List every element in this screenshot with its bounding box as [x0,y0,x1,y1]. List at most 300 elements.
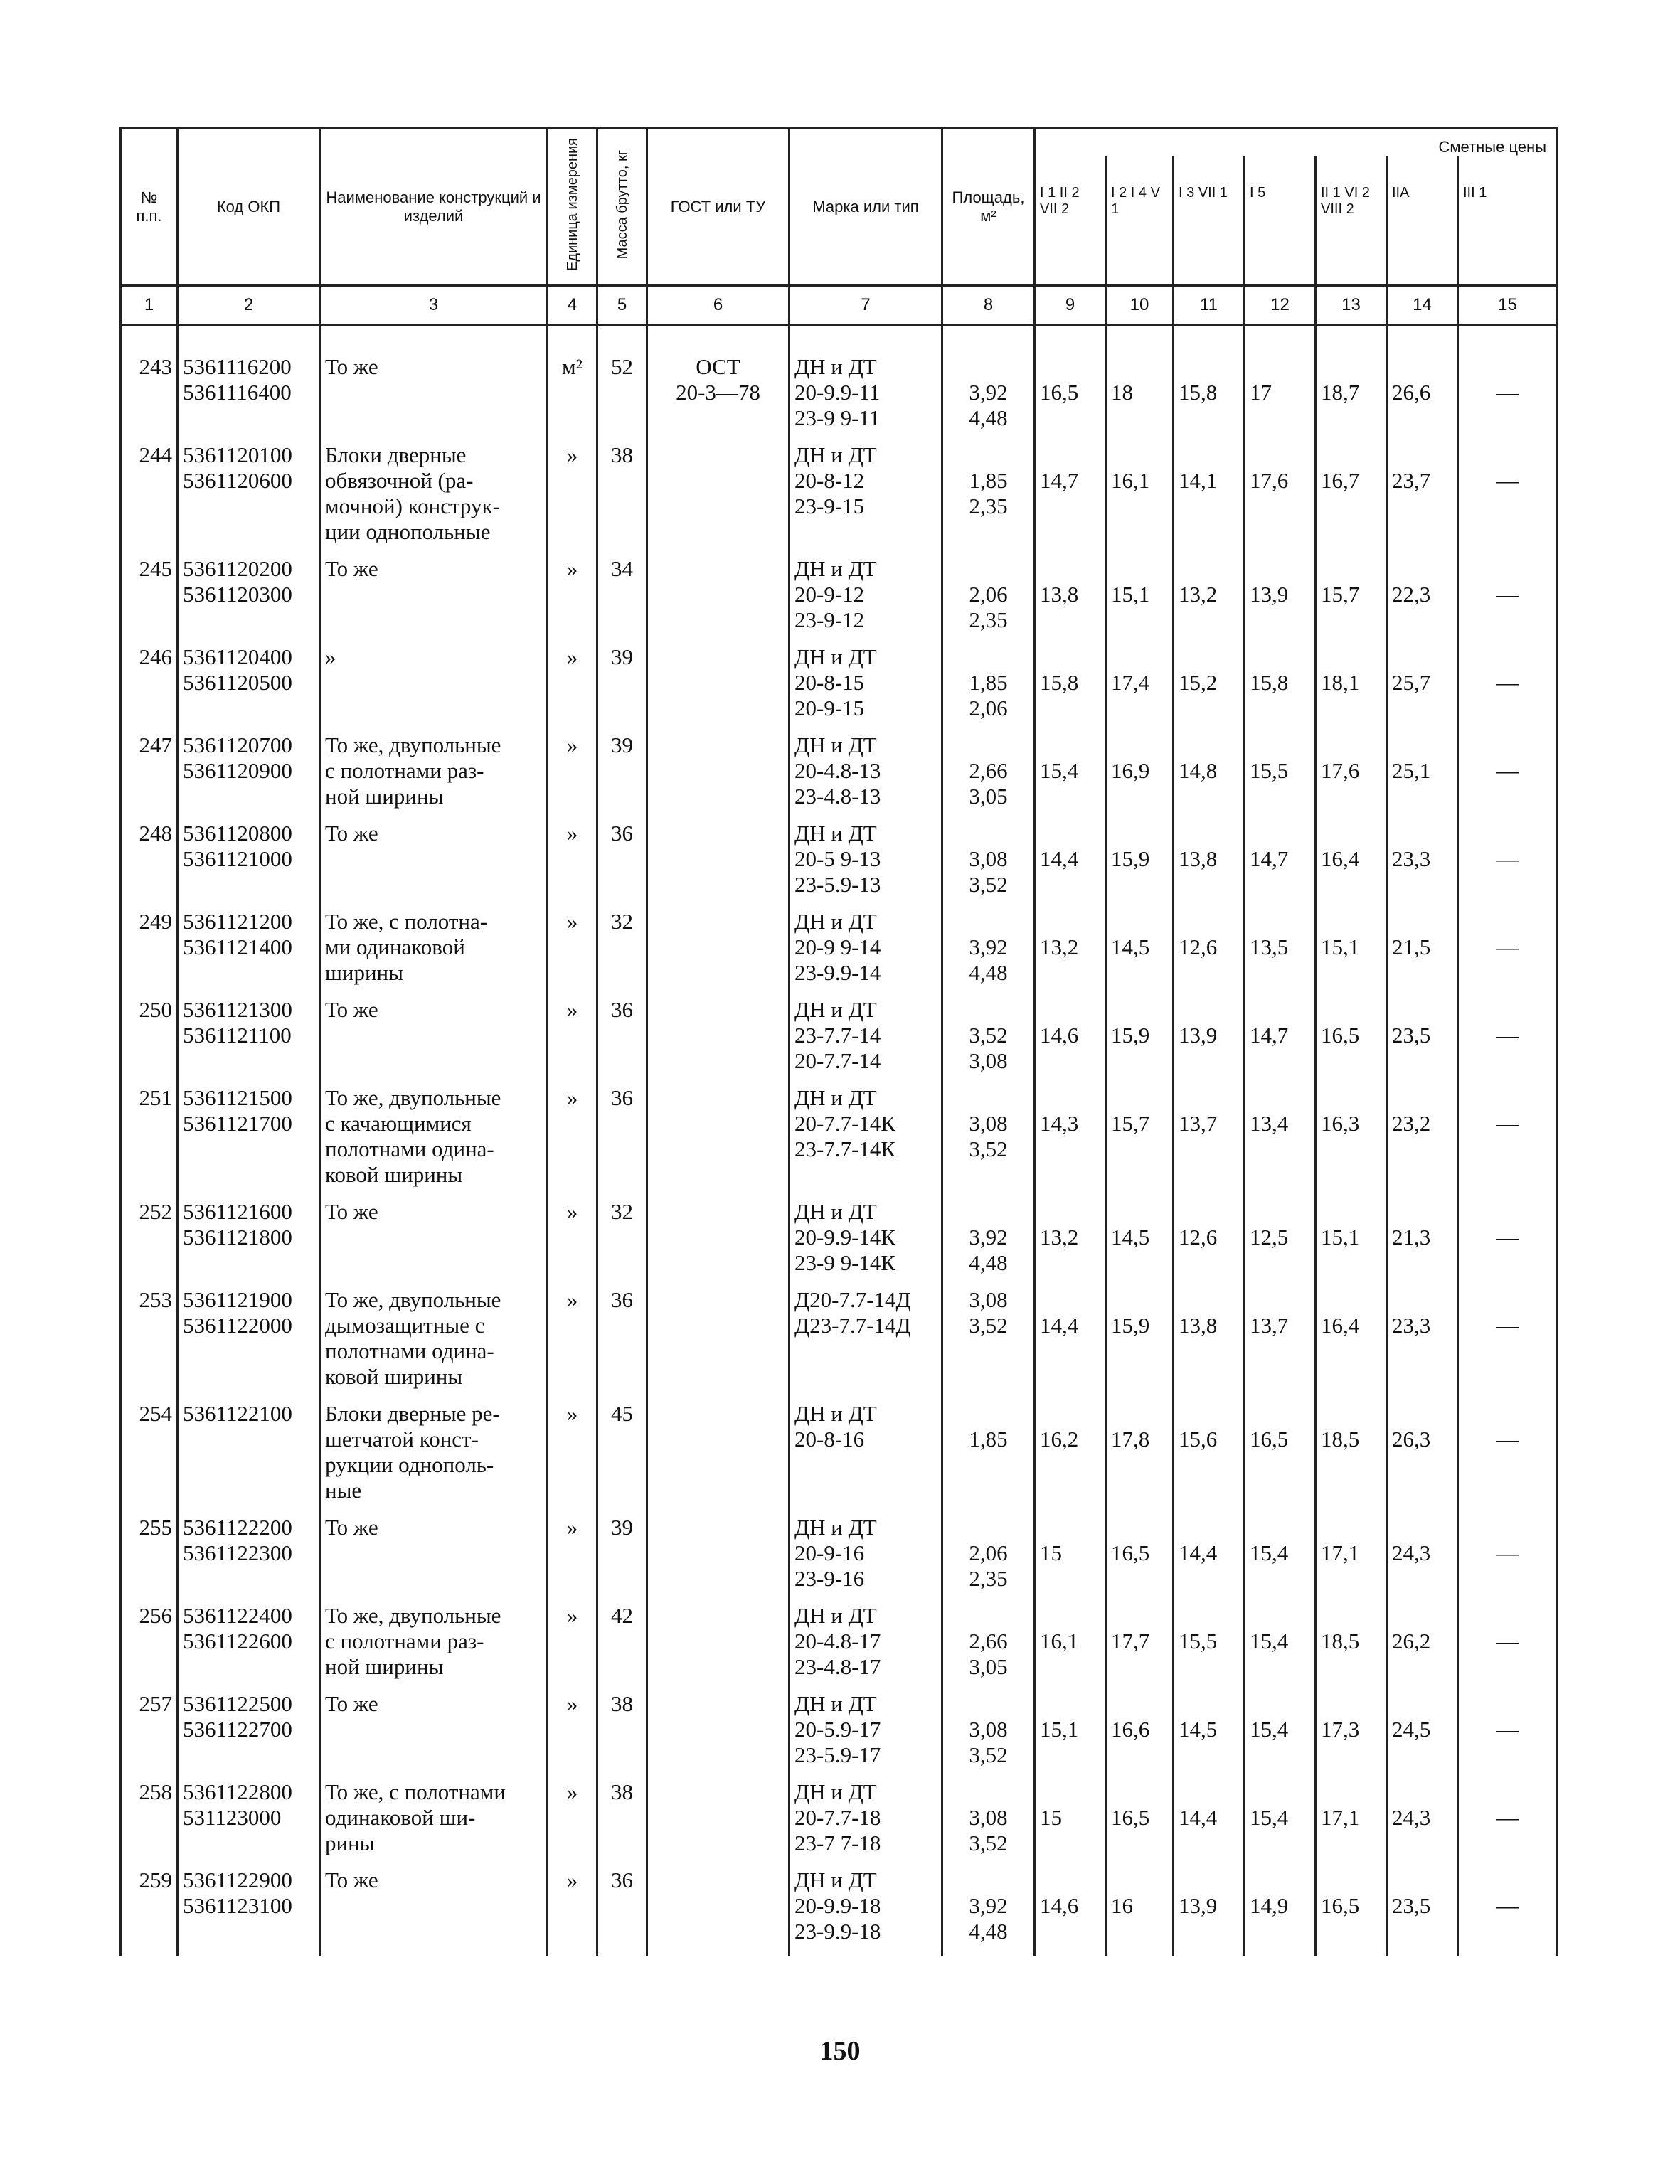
okp-code-cell [178,1085,320,1199]
okp-code-cell [178,909,320,997]
price-cell-14 [1387,354,1458,442]
mark-line: ДН и ДТ [794,556,877,581]
mark-line: ДН и ДТ [794,909,877,934]
price-value: 13,4 [1250,1111,1289,1136]
area-cell [942,1691,1035,1779]
row-number: 258 [139,1779,172,1804]
price-value: — [1496,1313,1519,1338]
price-cell-14 [1387,1779,1458,1868]
area-value: 3,52 [969,1742,1008,1767]
item-name-cell [320,442,548,556]
area-value: 2,35 [969,1566,1008,1591]
price-value: 13,2 [1040,934,1079,959]
price-cell-9 [1035,997,1106,1085]
table-row [121,1287,1558,1401]
price-value: 13,9 [1179,1023,1218,1048]
price-cell-13 [1316,733,1387,821]
price-value: 18,5 [1321,1629,1360,1653]
price-cell-14 [1387,1515,1458,1603]
header-name: Наименование конструкций и изделий [320,128,548,286]
price-cell-11 [1174,1199,1245,1287]
item-name-cell [320,1691,548,1779]
row-number-cell [121,1287,178,1401]
price-cell-13 [1316,1868,1387,1956]
okp-code: 5361121700 [183,1111,292,1136]
mass-cell [597,1691,647,1779]
mark-cell [790,354,942,442]
mark-cell [790,733,942,821]
price-cell-13 [1316,442,1387,556]
price-cell-14 [1387,644,1458,733]
row-number: 256 [139,1603,172,1628]
price-value: 14,8 [1179,758,1218,783]
okp-code: 5361121900 [183,1287,292,1312]
item-name-cell [320,821,548,909]
okp-code-cell [178,1691,320,1779]
unit-cell [548,1401,597,1515]
price-value: 26,6 [1392,380,1431,405]
mass-cell [597,1515,647,1603]
price-cell-13 [1316,1085,1387,1199]
okp-code-cell [178,1779,320,1868]
column-number: 11 [1174,286,1245,325]
mass-cell [597,1868,647,1956]
item-name-line: То же, двупольные [325,1085,501,1110]
unit: » [566,1691,578,1716]
row-number-cell [121,997,178,1085]
mark-line: ДН и ДТ [794,1085,877,1110]
okp-code: 5361122700 [183,1717,292,1742]
unit: м² [562,354,583,379]
item-name-cell [320,909,548,997]
gost-cell [647,821,790,909]
price-value: 17 [1250,380,1272,405]
header-code: Код ОКП [178,128,320,286]
item-name-line: То же, двупольные [325,1603,501,1628]
item-name-cell [320,1401,548,1515]
unit-cell [548,1515,597,1603]
price-value: 13,7 [1179,1111,1218,1136]
area-value: 3,52 [969,1023,1008,1048]
price-value: 17,6 [1321,758,1360,783]
mark-cell [790,556,942,644]
price-cell-11 [1174,997,1245,1085]
mark-line: ДН и ДТ [794,644,877,669]
price-cell-10 [1106,821,1174,909]
row-number-cell [121,1199,178,1287]
area-cell [942,821,1035,909]
price-value: 15 [1040,1805,1062,1830]
price-cell-9 [1035,1868,1106,1956]
price-cell-15 [1458,1868,1558,1956]
unit: » [566,821,578,846]
price-value: 12,6 [1179,934,1218,959]
price-cell-14 [1387,733,1458,821]
price-cell-15 [1458,1515,1558,1603]
mass: 39 [611,1515,633,1540]
item-name-cell [320,1085,548,1199]
mass: 39 [611,733,633,757]
price-cell-15 [1458,733,1558,821]
price-cell-9 [1035,733,1106,821]
price-value: — [1496,1023,1519,1048]
item-name-line: с полотнами раз- [325,758,484,783]
price-cell-12 [1245,1515,1316,1603]
price-value: 24,3 [1392,1805,1431,1830]
price-cell-14 [1387,909,1458,997]
item-name-cell [320,644,548,733]
mass: 42 [611,1603,633,1628]
area-cell [942,556,1035,644]
price-cell-13 [1316,1603,1387,1691]
area-value: 1,85 [969,670,1008,695]
row-number: 259 [139,1868,172,1892]
item-name-line: ной ширины [325,1654,444,1679]
mark-line: ДН и ДТ [794,821,877,846]
item-name-line: То же, с полотнами [325,1779,506,1804]
mark-cell [790,644,942,733]
price-cell-15 [1458,997,1558,1085]
area-value: 2,06 [969,696,1008,720]
price-value: 25,7 [1392,670,1431,695]
price-cell-13 [1316,1779,1387,1868]
mark-cell [790,821,942,909]
item-name-cell [320,1515,548,1603]
table-row [121,644,1558,733]
item-name-line: Блоки дверные [325,442,467,467]
mass-cell [597,997,647,1085]
mass: 34 [611,556,633,581]
area-value: 2,06 [969,1540,1008,1565]
gost-cell [647,556,790,644]
item-name-cell [320,1779,548,1868]
gost-cell [647,1603,790,1691]
price-value: 15,4 [1250,1717,1289,1742]
price-cell-11 [1174,1085,1245,1199]
price-cell-9 [1035,442,1106,556]
mark-cell [790,1515,942,1603]
item-name-cell [320,1199,548,1287]
price-cell-13 [1316,354,1387,442]
mark-line: 23-4.8-13 [794,784,881,809]
mark-line: 20-5.9-17 [794,1717,881,1742]
mark-cell [790,442,942,556]
item-name-line: То же, с полотна- [325,909,488,934]
price-cell-12 [1245,1779,1316,1868]
price-cell-11 [1174,354,1245,442]
table-row [121,1199,1558,1287]
price-cell-14 [1387,1401,1458,1515]
price-value: 14,7 [1040,468,1079,493]
price-value: 16,4 [1321,1313,1360,1338]
price-cell-12 [1245,1868,1316,1956]
unit: » [566,1085,578,1110]
row-number: 253 [139,1287,172,1312]
price-cell-12 [1245,997,1316,1085]
price-value: 16,5 [1250,1427,1289,1451]
price-cell-15 [1458,354,1558,442]
unit-cell [548,1287,597,1401]
price-value: 15,4 [1250,1805,1289,1830]
item-name-line: шетчатой конст- [325,1427,479,1451]
unit-cell [548,442,597,556]
price-value: 13,2 [1040,1225,1079,1250]
mark-cell [790,1868,942,1956]
price-value: 16,4 [1321,846,1360,871]
header-gost: ГОСТ или ТУ [647,128,790,286]
column-number: 12 [1245,286,1316,325]
unit: » [566,556,578,581]
area-value: 2,66 [969,1629,1008,1653]
item-name-line: с полотнами раз- [325,1629,484,1653]
row-number: 243 [139,354,172,379]
item-name-cell [320,733,548,821]
mass-cell [597,1199,647,1287]
price-value: 26,3 [1392,1427,1431,1451]
row-number: 255 [139,1515,172,1540]
price-cell-14 [1387,556,1458,644]
mass: 36 [611,1085,633,1110]
okp-code-cell [178,1199,320,1287]
gost-cell [647,442,790,556]
price-cell-11 [1174,1691,1245,1779]
area-cell [942,1401,1035,1515]
header-price-10: I 2 I 4 V 1 [1106,156,1174,286]
mark-line: 23-7 7-18 [794,1831,881,1855]
area-value: 4,48 [969,1250,1008,1275]
price-cell-11 [1174,733,1245,821]
mark-line: 20-9-16 [794,1540,865,1565]
mark-line: 20-7.7-14К [794,1111,896,1136]
price-value: 13,8 [1179,846,1218,871]
price-cell-11 [1174,1401,1245,1515]
mass-cell [597,1779,647,1868]
okp-code-cell [178,354,320,442]
mark-line: 23-9-15 [794,494,865,518]
area-value: 4,48 [969,1919,1008,1944]
mark-line: 23-9 9-14К [794,1250,896,1275]
price-value: 25,1 [1392,758,1431,783]
price-value: 12,6 [1179,1225,1218,1250]
price-value: — [1496,1111,1519,1136]
area-value: 3,08 [969,846,1008,871]
mark-line: ДН и ДТ [794,1199,877,1224]
item-name-cell [320,1603,548,1691]
price-table [119,127,1558,1956]
area-value: 3,92 [969,1893,1008,1918]
mark-line: 23-9-16 [794,1566,865,1591]
area-value: 3,08 [969,1287,1008,1312]
item-name-line: ковой ширины [325,1162,463,1187]
price-value: 13,9 [1179,1893,1218,1918]
area-value: 2,66 [969,758,1008,783]
gost-cell [647,1287,790,1401]
price-cell-11 [1174,1287,1245,1401]
gost-cell [647,354,790,442]
price-value: 22,3 [1392,582,1431,607]
gost-cell [647,644,790,733]
area-cell [942,1287,1035,1401]
item-name-line: полотнами одина- [325,1136,494,1161]
okp-code: 5361122500 [183,1691,292,1716]
price-cell-12 [1245,733,1316,821]
column-number: 9 [1035,286,1106,325]
mass: 52 [611,354,633,379]
item-name-line: дымозащитные с [325,1313,485,1338]
okp-code: 5361122900 [183,1868,292,1892]
price-cell-10 [1106,1868,1174,1956]
area-cell [942,909,1035,997]
row-number-cell [121,354,178,442]
area-cell [942,1868,1035,1956]
price-value: 26,2 [1392,1629,1431,1653]
item-name-line: ширины [325,960,403,985]
price-cell-12 [1245,1199,1316,1287]
price-value: — [1496,1805,1519,1830]
mark-line: 20-8-16 [794,1427,865,1451]
price-value: 14,7 [1250,846,1289,871]
gost-cell [647,1085,790,1199]
price-cell-15 [1458,1691,1558,1779]
area-value: 2,35 [969,607,1008,632]
area-cell [942,1515,1035,1603]
price-cell-11 [1174,442,1245,556]
price-value: 15,9 [1111,846,1150,871]
price-value: — [1496,1629,1519,1653]
price-cell-13 [1316,821,1387,909]
price-value: 15,8 [1040,670,1079,695]
price-cell-13 [1316,1515,1387,1603]
price-cell-15 [1458,1199,1558,1287]
price-value: 23,7 [1392,468,1431,493]
price-cell-9 [1035,1401,1106,1515]
price-cell-10 [1106,1779,1174,1868]
price-value: 17,4 [1111,670,1150,695]
price-value: 16,3 [1321,1111,1360,1136]
okp-code: 5361116200 [183,354,292,379]
price-cell-12 [1245,1085,1316,1199]
unit: » [566,1287,578,1312]
header-price-11: I 3 VII 1 [1174,156,1245,286]
area-value: 3,05 [969,1654,1008,1679]
okp-code-cell [178,1287,320,1401]
mass: 36 [611,997,633,1022]
area-value: 2,35 [969,494,1008,518]
page-number: 150 [819,2036,861,2066]
row-number-cell [121,556,178,644]
unit-cell [548,354,597,442]
gost-cell [647,1779,790,1868]
row-number-cell [121,909,178,997]
unit-cell [548,1691,597,1779]
table-row [121,1085,1558,1199]
price-value: 15,1 [1040,1717,1079,1742]
item-name-line: То же [325,1691,378,1716]
price-cell-14 [1387,1085,1458,1199]
price-value: 15,2 [1179,670,1218,695]
area-value: 3,52 [969,1831,1008,1855]
price-cell-12 [1245,1603,1316,1691]
price-value: 23,5 [1392,1023,1431,1048]
row-number: 252 [139,1199,172,1224]
mark-line: 23-4.8-17 [794,1654,881,1679]
row-number: 251 [139,1085,172,1110]
price-cell-15 [1458,556,1558,644]
okp-code: 5361121400 [183,934,292,959]
row-number: 248 [139,821,172,846]
mass-cell [597,1287,647,1401]
okp-code-cell [178,1401,320,1515]
area-cell [942,1603,1035,1691]
price-value: 14,6 [1040,1023,1079,1048]
item-name-line: » [325,644,336,669]
row-number-cell [121,1085,178,1199]
row-number: 254 [139,1401,172,1426]
gost-cell [647,733,790,821]
price-value: 17,3 [1321,1717,1360,1742]
price-cell-11 [1174,1868,1245,1956]
okp-code: 5361120500 [183,670,292,695]
price-cell-14 [1387,1868,1458,1956]
item-name-line: То же [325,556,378,581]
unit-cell [548,997,597,1085]
table-row [121,1401,1558,1515]
price-value: 17,1 [1321,1540,1360,1565]
price-value: 16,6 [1111,1717,1150,1742]
price-cell-9 [1035,1603,1106,1691]
price-value: — [1496,670,1519,695]
price-value: 14,3 [1040,1111,1079,1136]
row-number-cell [121,644,178,733]
table-row [121,442,1558,556]
unit-cell [548,1868,597,1956]
mark-line: 23-5.9-17 [794,1742,881,1767]
unit-cell [548,1199,597,1287]
mark-line: ДН и ДТ [794,1603,877,1628]
row-number-cell [121,442,178,556]
area-value: 3,92 [969,1225,1008,1250]
mark-line: 23-7.7-14 [794,1023,881,1048]
price-cell-15 [1458,644,1558,733]
mark-line: 20-8-12 [794,468,865,493]
item-name-line: То же, двупольные [325,733,501,757]
price-value: 21,5 [1392,934,1431,959]
unit: » [566,1515,578,1540]
price-cell-9 [1035,1691,1106,1779]
price-value: 14,4 [1179,1805,1218,1830]
row-number: 250 [139,997,172,1022]
okp-code: 5361121000 [183,846,292,871]
area-value: 3,05 [969,784,1008,809]
gost-cell [647,1515,790,1603]
price-value: 15,4 [1250,1629,1289,1653]
table-row [121,1868,1558,1956]
mark-line: 23-9.9-14 [794,960,881,985]
price-cell-11 [1174,909,1245,997]
price-value: 18,1 [1321,670,1360,695]
header-mass: Масса брутто, кг [597,128,647,286]
price-cell-10 [1106,1199,1174,1287]
area-value: 3,52 [969,1136,1008,1161]
price-value: 13,8 [1040,582,1079,607]
item-name-line: То же [325,821,378,846]
area-cell [942,733,1035,821]
price-cell-11 [1174,1603,1245,1691]
row-number-cell [121,1603,178,1691]
mark-cell [790,1199,942,1287]
price-cell-9 [1035,1515,1106,1603]
mark-line: 20-5 9-13 [794,846,881,871]
